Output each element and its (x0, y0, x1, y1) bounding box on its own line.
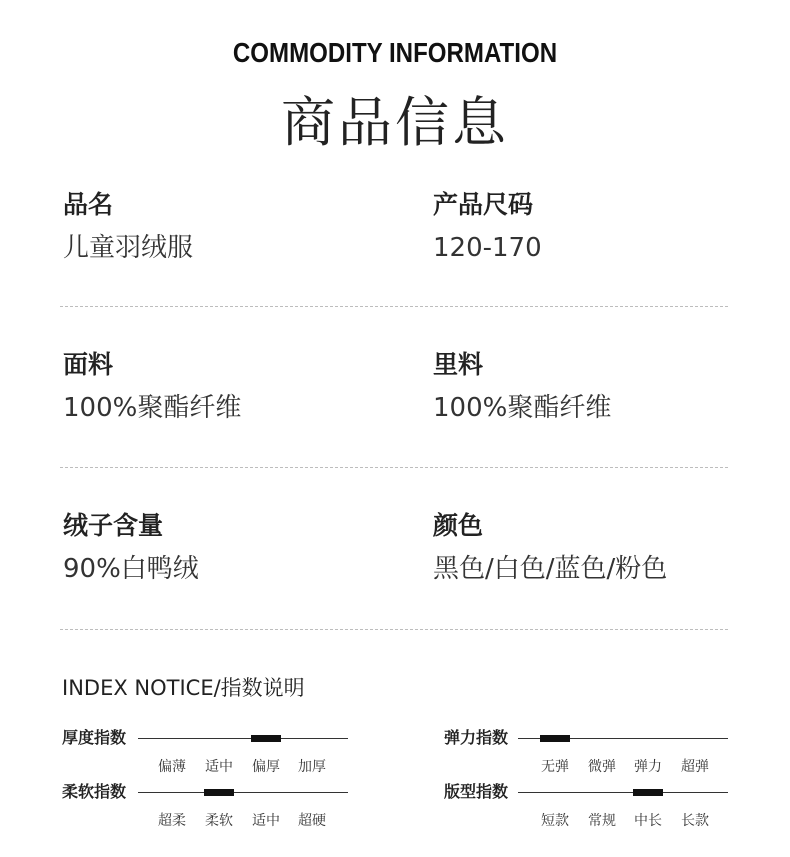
index-scale-option: 微弹 (588, 759, 616, 775)
field-value: 100%聚酯纤维 (63, 393, 242, 423)
index-scale-option: 中长 (634, 813, 662, 829)
index-scale-option: 偏薄 (158, 759, 186, 775)
field-label: 颜色 (433, 511, 484, 540)
index-scale-label: 厚度指数 (62, 728, 127, 747)
field-down-content (63, 511, 199, 585)
field-product-name (63, 190, 193, 264)
index-scale-option: 适中 (205, 759, 233, 775)
index-scale-option: 适中 (252, 813, 280, 829)
index-scale-fit (444, 782, 734, 842)
index-scale-option: 无弹 (541, 759, 569, 775)
field-label: 里料 (433, 350, 484, 379)
page-title-cn: 商品信息 (281, 91, 509, 154)
index-scale-option: 柔软 (205, 813, 233, 829)
field-size (433, 190, 542, 264)
field-value: 100%聚酯纤维 (433, 393, 612, 423)
field-label: 面料 (63, 350, 114, 379)
field-fabric (63, 350, 241, 424)
index-scale-track (138, 738, 348, 739)
divider (60, 306, 728, 307)
index-scale-track (138, 792, 348, 793)
index-scale-marker (251, 735, 281, 742)
divider (60, 629, 728, 630)
index-scale-option: 超硬 (298, 813, 326, 829)
field-label: 产品尺码 (433, 190, 534, 219)
index-scale-option: 超柔 (158, 813, 186, 829)
page-title-en: COMMODITY INFORMATION (232, 37, 558, 68)
index-scale-option: 弹力 (634, 759, 662, 775)
field-label: 品名 (63, 190, 114, 219)
field-value: 120-170 (433, 233, 542, 263)
divider (60, 467, 728, 468)
field-value: 黑色/白色/蓝色/粉色 (433, 554, 668, 584)
index-scale-label: 柔软指数 (62, 782, 127, 801)
index-scale-option: 加厚 (298, 759, 326, 775)
index-scale-option: 常规 (588, 813, 616, 829)
field-lining (433, 350, 611, 424)
index-scale-label: 弹力指数 (444, 728, 509, 747)
index-scale-marker (540, 735, 570, 742)
index-scale-option: 超弹 (681, 759, 709, 775)
field-value: 儿童羽绒服 (63, 233, 194, 263)
field-color (433, 511, 667, 585)
index-scale-elasticity (444, 728, 734, 788)
field-label: 绒子含量 (63, 511, 164, 540)
index-scale-thickness (62, 728, 352, 788)
index-scale-softness (62, 782, 352, 842)
index-scale-option: 长款 (681, 813, 709, 829)
index-scale-option: 短款 (541, 813, 569, 829)
index-scale-marker (204, 789, 234, 796)
index-notice-title: INDEX NOTICE/指数说明 (62, 676, 305, 700)
index-scale-track (518, 792, 728, 793)
index-scale-marker (633, 789, 663, 796)
index-scale-label: 版型指数 (444, 782, 509, 801)
index-scale-option: 偏厚 (252, 759, 280, 775)
field-value: 90%白鸭绒 (63, 554, 199, 584)
